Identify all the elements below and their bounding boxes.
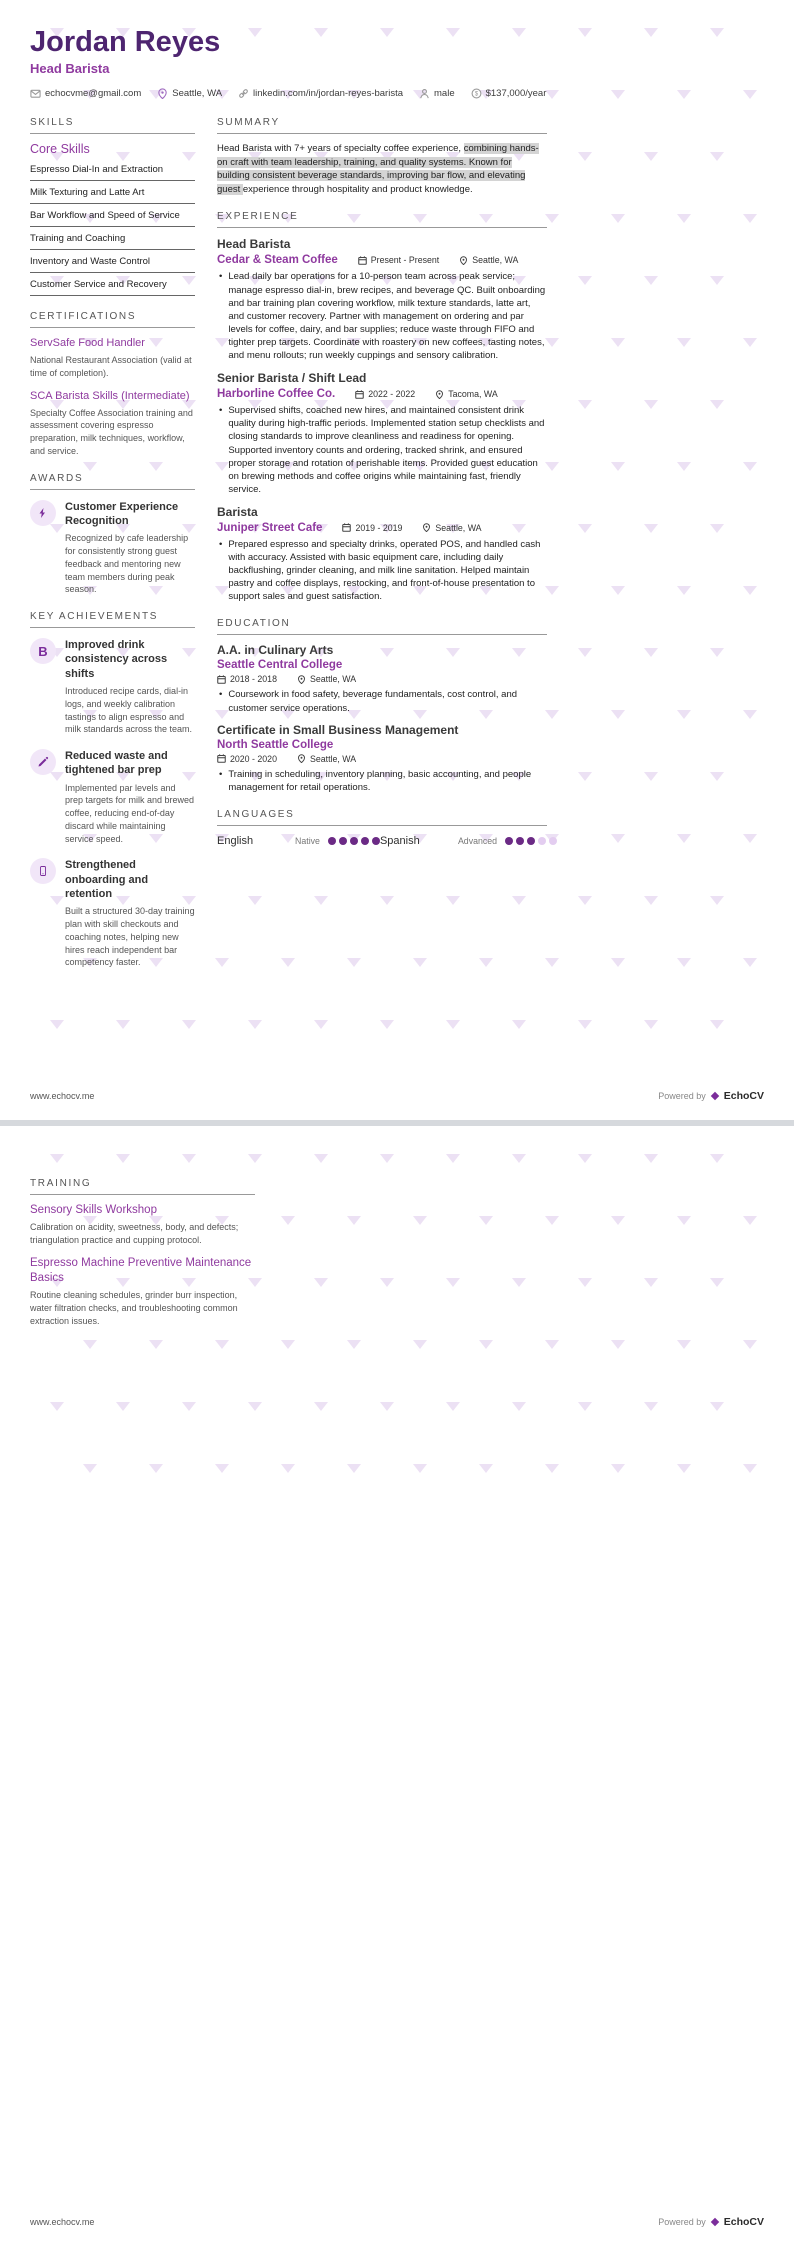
job-meta-row bbox=[217, 522, 547, 534]
skill-item: Espresso Dial-In and Extraction bbox=[30, 158, 195, 181]
certifications-section bbox=[30, 311, 195, 457]
achievement-item bbox=[30, 638, 195, 736]
contact-gender-text: male bbox=[434, 88, 455, 100]
location-pin-icon bbox=[297, 754, 306, 763]
achievement-item bbox=[30, 749, 195, 845]
watermark-triangle-icon bbox=[215, 1340, 229, 1349]
watermark-triangle-icon bbox=[50, 1402, 64, 1411]
location-icon bbox=[157, 88, 168, 99]
person-icon bbox=[419, 88, 430, 99]
job-location bbox=[422, 523, 481, 533]
contact-salary-text: $137,000/year bbox=[485, 88, 547, 100]
achievement-desc: Introduced recipe cards, dial-in logs, and weekly calibration tastings to align espresso and milk standards across the team. bbox=[65, 685, 193, 735]
calendar-icon bbox=[217, 754, 226, 763]
watermark-triangle-icon bbox=[380, 1402, 394, 1411]
education-bullet bbox=[217, 768, 547, 794]
watermark-triangle-icon bbox=[545, 1464, 559, 1473]
watermark-triangle-icon bbox=[413, 1340, 427, 1349]
summary-highlighted-text: combining hands-on craft with team leadership, training, and quality systems. Known for building consistent beverage standards, improving bar flow, and elevating guest bbox=[217, 143, 539, 195]
watermark-triangle-icon bbox=[512, 1020, 526, 1029]
certification-title: SCA Barista Skills (Intermediate) bbox=[30, 390, 190, 403]
education-bullet-text: • Training in scheduling, inventory planning, basic accounting, and people management for retail operations. bbox=[228, 768, 532, 793]
job-dates-text: 2019 - 2019 bbox=[355, 522, 403, 533]
experience-heading: EXPERIENCE bbox=[217, 211, 547, 228]
svg-text:$: $ bbox=[474, 92, 478, 99]
training-title: Sensory Skills Workshop bbox=[30, 1204, 157, 1216]
award-title: Customer Experience Recognition bbox=[65, 500, 179, 527]
lightning-icon bbox=[30, 500, 56, 526]
watermark-triangle-icon bbox=[545, 1340, 559, 1349]
education-location bbox=[297, 754, 356, 764]
language-item bbox=[380, 835, 557, 847]
contact-salary bbox=[471, 88, 547, 99]
awards-section bbox=[30, 473, 195, 596]
experience-entry bbox=[217, 371, 547, 496]
watermark-triangle-icon bbox=[50, 1020, 64, 1029]
watermark-triangle-icon bbox=[116, 1402, 130, 1411]
training-item bbox=[30, 1203, 255, 1246]
awards-heading: AWARDS bbox=[30, 473, 195, 490]
watermark-triangle-icon bbox=[182, 1020, 196, 1029]
languages-section bbox=[217, 809, 547, 847]
job-dates bbox=[358, 255, 439, 265]
job-role: Barista bbox=[217, 504, 258, 519]
languages-heading: LANGUAGES bbox=[217, 809, 547, 826]
achievement-title: Improved drink consistency across shifts bbox=[65, 639, 168, 680]
watermark-triangle-icon bbox=[743, 1464, 757, 1473]
watermark-triangle-icon bbox=[413, 1464, 427, 1473]
skill-item: Training and Coaching bbox=[30, 227, 195, 250]
watermark-triangle-icon bbox=[380, 1020, 394, 1029]
watermark-triangle-icon bbox=[281, 1340, 295, 1349]
job-location bbox=[435, 389, 498, 399]
page-footer bbox=[30, 1090, 764, 1102]
training-section bbox=[30, 1178, 255, 1328]
watermark-triangle-icon bbox=[446, 1020, 460, 1029]
training-title: Espresso Machine Preventive Maintenance Basics bbox=[30, 1257, 252, 1285]
education-section bbox=[217, 618, 547, 793]
salary-icon bbox=[471, 88, 482, 99]
education-location bbox=[297, 674, 356, 684]
job-dates-text: 2022 - 2022 bbox=[368, 389, 416, 400]
level-dot bbox=[516, 837, 524, 845]
site-link[interactable]: www.echocv.me bbox=[30, 1091, 95, 1101]
skill-item: Inventory and Waste Control bbox=[30, 250, 195, 273]
watermark-triangle-icon bbox=[578, 1020, 592, 1029]
job-bullet bbox=[217, 538, 547, 604]
watermark-triangle-icon bbox=[479, 1464, 493, 1473]
achievement-title: Strengthened onboarding and retention bbox=[65, 859, 149, 901]
calendar-icon bbox=[342, 523, 351, 532]
education-meta-row bbox=[217, 754, 547, 764]
echocv-logo-icon bbox=[710, 1091, 720, 1101]
location-pin-icon bbox=[459, 256, 468, 265]
watermark-triangle-icon bbox=[83, 1340, 97, 1349]
education-dates bbox=[217, 674, 277, 684]
training-desc: Routine cleaning schedules, grinder burr inspection, water filtration checks, and troubleshooting common extraction issues. bbox=[30, 1290, 238, 1326]
certification-desc: National Restaurant Association (valid at time of completion). bbox=[30, 354, 192, 378]
training-item bbox=[30, 1256, 255, 1327]
watermark-triangle-icon bbox=[314, 1020, 328, 1029]
experience-section bbox=[217, 211, 547, 603]
certification-item bbox=[30, 336, 195, 379]
bold-b-icon bbox=[30, 638, 56, 664]
powered-by-text: Powered by bbox=[658, 1091, 706, 1101]
education-location-text: Seattle, WA bbox=[309, 674, 357, 685]
watermark-triangle-icon bbox=[611, 1340, 625, 1349]
achievement-title: Reduced waste and tightened bar prep bbox=[65, 750, 168, 777]
language-item bbox=[217, 835, 380, 847]
level-dot bbox=[328, 837, 336, 845]
summary-section bbox=[217, 117, 547, 196]
job-role: Senior Barista / Shift Lead bbox=[217, 371, 367, 386]
watermark-triangle-icon bbox=[743, 1340, 757, 1349]
watermark-triangle-icon bbox=[512, 1402, 526, 1411]
resume-header bbox=[30, 26, 764, 99]
job-company: Cedar & Steam Coffee bbox=[217, 254, 338, 267]
education-location-text: Seattle, WA bbox=[309, 753, 357, 764]
job-bullet bbox=[217, 270, 547, 362]
skills-group-title: Core Skills bbox=[30, 142, 90, 157]
calendar-icon bbox=[355, 390, 364, 399]
degree-title: A.A. in Culinary Arts bbox=[217, 643, 334, 658]
education-bullet-text: • Coursework in food safety, beverage fundamentals, cost control, and customer service operations. bbox=[228, 689, 518, 714]
email-icon bbox=[30, 88, 41, 99]
job-company: Juniper Street Cafe bbox=[217, 521, 323, 534]
contact-row bbox=[30, 88, 764, 99]
training-desc: Calibration on acidity, sweetness, body, and defects; triangulation practice and cupping protocol. bbox=[30, 1221, 239, 1245]
certification-item bbox=[30, 389, 195, 457]
summary-before: Head Barista with 7+ years of specialty coffee experience, bbox=[217, 143, 464, 155]
powered-by-text: Powered by bbox=[658, 2217, 706, 2227]
watermark-triangle-icon bbox=[248, 1020, 262, 1029]
link-icon bbox=[238, 88, 249, 99]
contact-email[interactable] bbox=[30, 88, 141, 99]
level-dot bbox=[505, 837, 513, 845]
education-dates bbox=[217, 754, 277, 764]
location-pin-icon bbox=[422, 523, 431, 532]
watermark-triangle-icon bbox=[479, 1340, 493, 1349]
level-dot bbox=[549, 837, 557, 845]
language-name: Spanish bbox=[379, 834, 420, 847]
site-link[interactable]: www.echocv.me bbox=[30, 2217, 95, 2227]
achievement-body bbox=[65, 749, 195, 845]
language-level-label: Advanced bbox=[457, 835, 498, 846]
job-location bbox=[459, 255, 518, 265]
candidate-job-title: Head Barista bbox=[30, 61, 110, 77]
education-heading: EDUCATION bbox=[217, 618, 547, 635]
award-body bbox=[65, 500, 195, 596]
job-role: Head Barista bbox=[217, 237, 291, 252]
degree-title: Certificate in Small Business Management bbox=[217, 722, 459, 737]
summary-heading: SUMMARY bbox=[217, 117, 547, 134]
job-bullet-text: • Supervised shifts, coached new hires, and maintained consistent drink quality during high-traffic periods. Implemented station setup checklists and closing standards to improve cleanliness and readiness for opening. Supported inventory counts and ordering, tracked shrink, and ensured proper storage and rotation of perishable items. Provided guest education on brewing methods and coffee origins while maintaining fast, friendly service. bbox=[228, 405, 545, 495]
calendar-icon bbox=[217, 675, 226, 684]
job-bullet-text: • Prepared espresso and specialty drinks, operated POS, and handled cash with accuracy. Assisted with basic equipment care, including daily backflushing, grinder cleaning, and milk line sanitation. Helped maintain pastry and coffee displays, restocking, and front-of-house presentation to support sales and guest satisfaction. bbox=[228, 538, 541, 603]
powered-by[interactable] bbox=[658, 2216, 764, 2228]
achievement-desc: Implemented par levels and prep targets for milk and brewed coffee, reducing end-of-day discard while maintaining service speed. bbox=[65, 782, 195, 844]
watermark-triangle-icon bbox=[215, 1464, 229, 1473]
certification-title: ServSafe Food Handler bbox=[30, 337, 145, 350]
job-dates bbox=[342, 523, 402, 533]
education-dates-text: 2020 - 2020 bbox=[230, 753, 277, 764]
language-level-label: Native bbox=[295, 835, 320, 846]
education-meta-row bbox=[217, 674, 547, 684]
training-heading: TRAINING bbox=[30, 1178, 255, 1195]
skills-heading: SKILLS bbox=[30, 117, 195, 134]
watermark-triangle-icon bbox=[446, 1402, 460, 1411]
language-dots bbox=[328, 837, 380, 845]
watermark-triangle-icon bbox=[644, 1402, 658, 1411]
watermark-triangle-icon bbox=[149, 1464, 163, 1473]
job-location-text: Seattle, WA bbox=[472, 255, 519, 266]
bold-b-glyph: B bbox=[38, 643, 48, 659]
job-location-text: Seattle, WA bbox=[435, 522, 482, 533]
achievement-desc: Built a structured 30-day training plan with skill checkouts and coaching notes, helping new hires reach independent bar competency faster. bbox=[65, 906, 195, 968]
level-dot bbox=[538, 837, 546, 845]
award-item bbox=[30, 500, 195, 596]
level-dot bbox=[361, 837, 369, 845]
location-pin-icon bbox=[297, 675, 306, 684]
contact-linkedin[interactable] bbox=[238, 88, 403, 99]
watermark-triangle-icon bbox=[347, 1464, 361, 1473]
brand-name: EchoCV bbox=[723, 1090, 764, 1102]
contact-gender bbox=[419, 88, 455, 99]
watermark-triangle-icon bbox=[248, 1402, 262, 1411]
achievement-item bbox=[30, 858, 195, 969]
watermark-triangle-icon bbox=[710, 1020, 724, 1029]
right-column bbox=[217, 117, 547, 861]
watermark-triangle-icon bbox=[644, 1020, 658, 1029]
level-dot bbox=[350, 837, 358, 845]
echocv-logo-icon bbox=[710, 2217, 720, 2227]
watermark-triangle-icon bbox=[347, 1340, 361, 1349]
watermark-triangle-icon bbox=[281, 1464, 295, 1473]
experience-entry bbox=[217, 505, 547, 604]
language-dots bbox=[505, 837, 557, 845]
candidate-name: Jordan Reyes bbox=[30, 26, 221, 58]
location-pin-icon bbox=[435, 390, 444, 399]
watermark-triangle-icon bbox=[578, 1402, 592, 1411]
certifications-heading: CERTIFICATIONS bbox=[30, 311, 195, 328]
watermark-triangle-icon bbox=[611, 1464, 625, 1473]
job-company: Harborline Coffee Co. bbox=[217, 388, 336, 401]
brand-name: EchoCV bbox=[723, 2216, 764, 2228]
powered-by[interactable] bbox=[658, 1090, 764, 1102]
level-dot bbox=[527, 837, 535, 845]
job-bullet bbox=[217, 404, 547, 496]
job-dates-text: Present - Present bbox=[370, 255, 440, 266]
level-dot bbox=[372, 837, 380, 845]
skills-section bbox=[30, 117, 195, 296]
education-bullet bbox=[217, 688, 547, 714]
summary-text bbox=[217, 142, 547, 196]
watermark-triangle-icon bbox=[314, 1402, 328, 1411]
level-dot bbox=[339, 837, 347, 845]
resume-page-1 bbox=[0, 0, 794, 1120]
watermark-triangle-icon bbox=[677, 1340, 691, 1349]
award-desc: Recognized by cafe leadership for consistently strong guest feedback and mentoring new team members during peak season. bbox=[65, 533, 189, 595]
resume-page-2 bbox=[0, 1126, 794, 2246]
achievement-body bbox=[65, 638, 195, 736]
certification-desc: Specialty Coffee Association training and assessment covering espresso preparation, milk techniques, workflow, and service. bbox=[30, 407, 193, 456]
mobile-phone-icon bbox=[30, 858, 56, 884]
education-entry bbox=[217, 643, 547, 714]
job-bullet-text: • Lead daily bar operations for a 10-person team across peak service; manage espresso dial-in, brew recipes, and beverage QC. Built onboarding and bar training plan covering workflow, milk texture standards, latte art, and customer recovery. Partner with management on ordering and par levels for coffee, dairy, and bar supplies; reduce waste through FIFO and tighter prep targets. Coordinate with roastery on new coffees, tasting notes, and menu rollouts; run weekly cuppings and sensory calibration. bbox=[228, 271, 546, 362]
watermark-triangle-icon bbox=[182, 1402, 196, 1411]
calendar-icon bbox=[358, 256, 367, 265]
contact-location bbox=[157, 88, 222, 99]
watermark-triangle-icon bbox=[83, 1464, 97, 1473]
contact-location-text: Seattle, WA bbox=[172, 88, 223, 100]
pen-icon bbox=[30, 749, 56, 775]
education-dates-text: 2018 - 2018 bbox=[230, 674, 277, 685]
job-meta-row bbox=[217, 254, 547, 266]
watermark-triangle-icon bbox=[149, 1340, 163, 1349]
contact-email-text: echocvme@gmail.com bbox=[45, 88, 142, 100]
watermark-triangle-icon bbox=[710, 1402, 724, 1411]
job-dates bbox=[355, 389, 415, 399]
summary-after: experience through hospitality and product knowledge. bbox=[242, 183, 473, 195]
left-column bbox=[30, 117, 195, 984]
achievements-heading: KEY ACHIEVEMENTS bbox=[30, 611, 195, 628]
languages-row bbox=[217, 835, 547, 847]
achievement-body bbox=[65, 858, 195, 969]
contact-linkedin-text: linkedin.com/in/jordan-reyes-barista bbox=[253, 88, 404, 100]
school-name: Seattle Central College bbox=[217, 659, 343, 672]
experience-entry bbox=[217, 237, 547, 362]
skill-item: Bar Workflow and Speed of Service bbox=[30, 204, 195, 227]
job-meta-row bbox=[217, 388, 547, 400]
job-location-text: Tacoma, WA bbox=[448, 389, 498, 400]
skill-item: Milk Texturing and Latte Art bbox=[30, 181, 195, 204]
watermark-triangle-icon bbox=[116, 1020, 130, 1029]
achievements-section bbox=[30, 611, 195, 969]
skill-item: Customer Service and Recovery bbox=[30, 273, 195, 296]
language-name: English bbox=[217, 834, 254, 847]
school-name: North Seattle College bbox=[217, 738, 334, 751]
page-footer bbox=[30, 2216, 764, 2228]
watermark-triangle-icon bbox=[677, 1464, 691, 1473]
education-entry bbox=[217, 723, 547, 794]
